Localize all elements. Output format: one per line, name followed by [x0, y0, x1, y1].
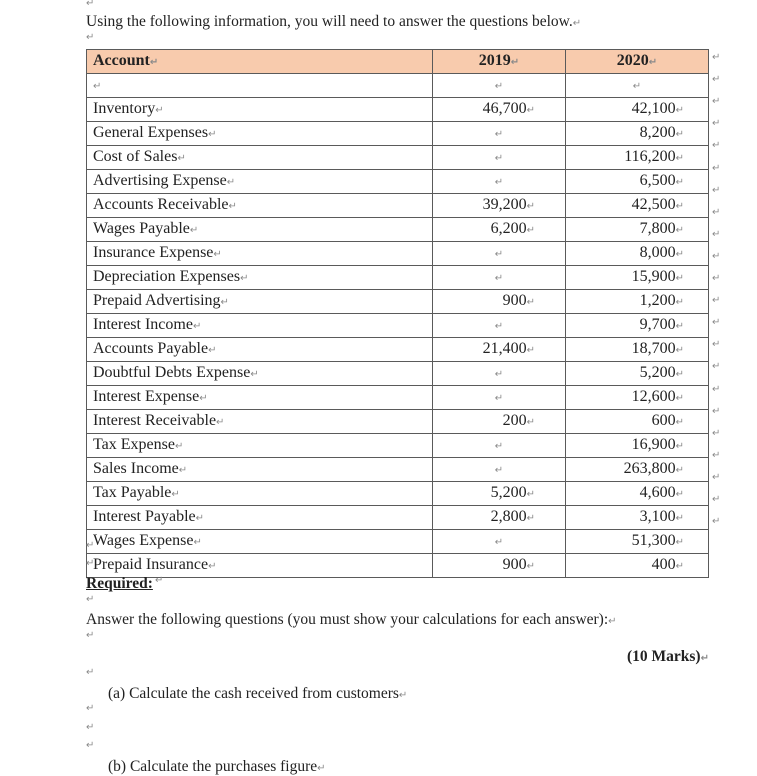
- account-cell: [87, 482, 433, 506]
- value-2020-cell-text: 1,200: [639, 292, 676, 309]
- value-2020-cell-text: 16,900: [631, 436, 676, 453]
- account-cell-text: Prepaid Insurance: [93, 556, 209, 573]
- row-end-mark: ↵: [712, 250, 721, 262]
- account-cell: [87, 218, 433, 242]
- paragraph-mark: ↵: [494, 369, 504, 380]
- value-2020-cell-text: 5,200: [639, 364, 676, 381]
- row-end-mark: ↵: [712, 317, 721, 329]
- paragraph-mark: ↵: [494, 321, 504, 332]
- account-cell: [87, 458, 433, 482]
- paragraph-mark: ↵: [494, 537, 504, 548]
- value-2020-cell: [566, 266, 709, 290]
- paragraph-mark: ↵: [177, 153, 186, 164]
- value-2020-cell: [566, 434, 709, 458]
- spacer-cell: [433, 74, 566, 98]
- account-cell-text: Doubtful Debts Expense: [93, 364, 251, 381]
- header-account: [87, 50, 433, 74]
- value-2019-cell: [433, 98, 566, 122]
- table-row: [87, 386, 709, 410]
- account-cell-text: Accounts Receivable: [93, 196, 229, 213]
- value-2020-cell-text: 400: [651, 556, 676, 573]
- value-2019-cell: [433, 314, 566, 338]
- value-2020-cell: [566, 218, 709, 242]
- value-2020-cell: [566, 146, 709, 170]
- value-2019-cell: [433, 410, 566, 434]
- paragraph-mark: ↵: [675, 561, 684, 572]
- account-cell: [87, 146, 433, 170]
- value-2019-cell: [433, 242, 566, 266]
- paragraph-mark: ↵: [226, 177, 236, 188]
- table-row: [87, 194, 709, 218]
- paragraph-mark: ↵: [86, 0, 95, 9]
- account-cell: [87, 530, 433, 554]
- table-row: [87, 170, 709, 194]
- value-2020-cell-text: 3,100: [639, 508, 676, 525]
- value-2020-cell-text: 15,900: [631, 268, 676, 285]
- header-2019-label: 2019: [478, 52, 511, 69]
- row-end-mark: ↵: [712, 449, 721, 461]
- account-cell: [87, 290, 433, 314]
- paragraph-mark: ↵: [608, 616, 617, 627]
- paragraph-mark: ↵: [675, 489, 684, 500]
- paragraph-mark: ↵: [213, 249, 222, 260]
- value-2020-cell-text: 12,600: [631, 388, 676, 405]
- value-2020-cell: [566, 170, 709, 194]
- value-2019-cell: [433, 530, 566, 554]
- paragraph-mark: ↵: [220, 297, 229, 308]
- paragraph-mark: ↵: [86, 594, 95, 605]
- account-cell: [87, 338, 433, 362]
- intro-text: [86, 13, 581, 31]
- account-cell-text: Wages Expense: [93, 532, 194, 549]
- paragraph-mark: ↵: [171, 489, 180, 500]
- account-cell: [87, 362, 433, 386]
- paragraph-mark: ↵: [398, 690, 408, 701]
- value-2020-cell-text: 116,200: [624, 148, 676, 165]
- value-2019-cell-text: 21,400: [482, 340, 527, 357]
- paragraph-mark: ↵: [675, 225, 684, 236]
- question-a: [108, 685, 407, 703]
- paragraph-mark: ↵: [675, 513, 684, 524]
- accounts-table: [86, 49, 709, 578]
- table-row: [87, 554, 709, 578]
- spacer-cell: [87, 74, 433, 98]
- paragraph-mark: ↵: [155, 105, 164, 116]
- table-row: [87, 482, 709, 506]
- paragraph-mark: ↵: [86, 540, 95, 551]
- value-2019-cell-text: 6,200: [490, 220, 527, 237]
- table-header-row: [87, 50, 709, 74]
- row-end-mark: ↵: [712, 516, 721, 528]
- row-end-mark: ↵: [712, 118, 721, 130]
- value-2019-cell: [433, 122, 566, 146]
- value-2020-cell: [566, 482, 709, 506]
- value-2020-cell: [566, 386, 709, 410]
- paragraph-mark: ↵: [494, 81, 504, 92]
- paragraph-mark: ↵: [526, 417, 535, 428]
- paragraph-mark: ↵: [675, 153, 684, 164]
- row-end-mark: ↵: [712, 52, 721, 63]
- table-row: [87, 362, 709, 386]
- paragraph-mark: ↵: [208, 561, 217, 572]
- table-row: [87, 434, 709, 458]
- value-2020-cell: [566, 530, 709, 554]
- paragraph-mark: ↵: [675, 273, 684, 284]
- account-cell-text: Insurance Expense: [93, 244, 214, 261]
- value-2019-cell: [433, 434, 566, 458]
- paragraph-mark: ↵: [494, 129, 504, 140]
- value-2019-cell: [433, 266, 566, 290]
- paragraph-mark: ↵: [155, 575, 164, 586]
- account-cell: [87, 266, 433, 290]
- paragraph-mark: ↵: [675, 345, 684, 356]
- paragraph-mark: ↵: [494, 153, 504, 164]
- paragraph-mark: ↵: [178, 465, 188, 476]
- paragraph-mark: ↵: [86, 32, 95, 43]
- value-2020-cell-text: 600: [651, 412, 676, 429]
- paragraph-mark: ↵: [510, 57, 520, 68]
- value-2020-cell-text: 9,700: [639, 316, 676, 333]
- value-2019-cell: [433, 458, 566, 482]
- paragraph-mark: ↵: [193, 537, 202, 548]
- paragraph-mark: ↵: [675, 249, 684, 260]
- row-end-mark: ↵: [712, 228, 721, 240]
- paragraph-mark: ↵: [494, 465, 504, 476]
- account-cell: [87, 386, 433, 410]
- value-2020-cell-text: 51,300: [631, 532, 676, 549]
- value-2020-cell-text: 42,500: [631, 196, 676, 213]
- paragraph-mark: ↵: [240, 273, 249, 284]
- row-end-mark: ↵: [712, 96, 721, 108]
- value-2020-cell-text: 7,800: [639, 220, 676, 237]
- value-2020-cell: [566, 98, 709, 122]
- paragraph-mark: ↵: [526, 297, 535, 308]
- paragraph-mark: ↵: [675, 177, 684, 188]
- account-cell: [87, 170, 433, 194]
- header-2020: [566, 50, 709, 74]
- table-row: [87, 530, 709, 554]
- required-label: Required:: [86, 575, 153, 592]
- value-2020-cell: [566, 362, 709, 386]
- value-2020-cell: [566, 554, 709, 578]
- paragraph-mark: ↵: [86, 740, 95, 751]
- question-b-text: (b) Calculate the purchases figure: [108, 758, 318, 775]
- question-a-text: (a) Calculate the cash received from customers: [108, 685, 399, 702]
- account-cell: [87, 506, 433, 530]
- paragraph-mark: ↵: [189, 225, 199, 236]
- account-cell: [87, 242, 433, 266]
- value-2020-cell-text: 42,100: [631, 100, 676, 117]
- account-cell: [87, 122, 433, 146]
- paragraph-mark: ↵: [86, 703, 95, 714]
- paragraph-mark: ↵: [526, 201, 535, 212]
- row-end-mark: ↵: [712, 162, 721, 174]
- paragraph-mark: ↵: [675, 201, 684, 212]
- paragraph-mark: ↵: [675, 321, 684, 332]
- row-end-mark: ↵: [712, 206, 721, 218]
- paragraph-mark: ↵: [675, 465, 684, 476]
- account-cell-text: Prepaid Advertising: [93, 292, 221, 309]
- value-2019-cell-text: 900: [502, 556, 527, 573]
- paragraph-mark: ↵: [648, 57, 658, 68]
- table-row: [87, 458, 709, 482]
- account-cell: [87, 98, 433, 122]
- paragraph-mark: ↵: [675, 537, 684, 548]
- value-2019-cell-text: 200: [502, 412, 527, 429]
- account-cell: [87, 194, 433, 218]
- paragraph-mark: ↵: [494, 441, 504, 452]
- value-2019-cell: [433, 482, 566, 506]
- paragraph-mark: ↵: [228, 201, 237, 212]
- table-row: [87, 410, 709, 434]
- row-end-mark: ↵: [712, 361, 721, 373]
- account-cell-text: Sales Income: [93, 460, 179, 477]
- paragraph-mark: ↵: [494, 393, 504, 404]
- paragraph-mark: ↵: [86, 667, 95, 678]
- value-2020-cell: [566, 290, 709, 314]
- spacer-cell: [566, 74, 709, 98]
- value-2019-cell: [433, 170, 566, 194]
- table-row: [87, 290, 709, 314]
- paragraph-mark: ↵: [675, 105, 684, 116]
- value-2020-cell: [566, 338, 709, 362]
- row-end-mark: ↵: [712, 427, 721, 439]
- value-2019-cell-text: 39,200: [482, 196, 527, 213]
- value-2020-cell-text: 263,800: [623, 460, 676, 477]
- account-cell: [87, 554, 433, 578]
- row-end-mark: ↵: [712, 184, 721, 196]
- paragraph-mark: ↵: [174, 441, 184, 452]
- row-end-mark: ↵: [712, 74, 721, 86]
- value-2020-cell: [566, 242, 709, 266]
- header-2020-label: 2020: [616, 52, 649, 69]
- account-cell-text: Inventory: [93, 100, 156, 117]
- row-end-mark: ↵: [712, 471, 721, 483]
- header-2019: [433, 50, 566, 74]
- required-heading: [86, 575, 153, 593]
- value-2019-cell-text: 46,700: [482, 100, 527, 117]
- table-row: [87, 218, 709, 242]
- instruction-content: Answer the following questions (you must show your calculations for each answer):: [86, 611, 609, 628]
- value-2019-cell: [433, 218, 566, 242]
- paragraph-mark: ↵: [494, 273, 504, 284]
- table-row: [87, 146, 709, 170]
- account-cell-text: Interest Receivable: [93, 412, 217, 429]
- paragraph-mark: ↵: [675, 369, 684, 380]
- value-2020-cell: [566, 314, 709, 338]
- paragraph-mark: ↵: [675, 297, 684, 308]
- paragraph-mark: ↵: [700, 653, 709, 664]
- paragraph-mark: ↵: [572, 18, 582, 29]
- value-2019-cell: [433, 386, 566, 410]
- paragraph-mark: ↵: [526, 105, 535, 116]
- table-row: [87, 98, 709, 122]
- instruction-text: [86, 611, 617, 629]
- table-row: [87, 122, 709, 146]
- paragraph-mark: ↵: [526, 561, 535, 572]
- account-cell-text: Tax Payable: [93, 484, 172, 501]
- paragraph-mark: ↵: [675, 417, 684, 428]
- paragraph-mark: ↵: [199, 393, 208, 404]
- paragraph-mark: ↵: [675, 129, 684, 140]
- value-2020-cell: [566, 194, 709, 218]
- account-cell-text: Interest Payable: [93, 508, 196, 525]
- paragraph-mark: ↵: [675, 393, 684, 404]
- row-end-mark: ↵: [712, 140, 721, 152]
- table-row: [87, 266, 709, 290]
- account-cell-text: Interest Income: [93, 316, 193, 333]
- account-cell-text: Interest Expense: [93, 388, 200, 405]
- account-cell-text: Accounts Payable: [93, 340, 209, 357]
- value-2019-cell: [433, 338, 566, 362]
- row-end-mark: ↵: [712, 405, 721, 417]
- header-account-label: Account: [93, 52, 150, 69]
- value-2020-cell: [566, 506, 709, 530]
- account-cell-text: Wages Payable: [93, 220, 190, 237]
- value-2019-cell: [433, 362, 566, 386]
- paragraph-mark: ↵: [208, 345, 217, 356]
- paragraph-mark: ↵: [526, 345, 535, 356]
- value-2020-cell-text: 6,500: [639, 172, 676, 189]
- value-2019-cell: [433, 506, 566, 530]
- paragraph-mark: ↵: [494, 249, 504, 260]
- paragraph-mark: ↵: [208, 129, 217, 140]
- value-2020-cell-text: 8,000: [639, 244, 676, 261]
- paragraph-mark: ↵: [526, 225, 535, 236]
- value-2019-cell: [433, 194, 566, 218]
- paragraph-mark: ↵: [192, 321, 202, 332]
- paragraph-mark: ↵: [86, 558, 95, 569]
- paragraph-mark: ↵: [86, 722, 95, 733]
- paragraph-mark: ↵: [86, 630, 95, 641]
- value-2020-cell: [566, 410, 709, 434]
- row-end-mark: ↵: [712, 295, 721, 307]
- value-2020-cell: [566, 458, 709, 482]
- account-cell: [87, 314, 433, 338]
- table-row: [87, 338, 709, 362]
- table-spacer-row: [87, 74, 709, 98]
- value-2020-cell-text: 8,200: [639, 124, 676, 141]
- intro-text-content: Using the following information, you will need to answer the questions below.: [86, 13, 573, 30]
- account-cell: [87, 410, 433, 434]
- account-cell-text: Cost of Sales: [93, 148, 178, 165]
- value-2019-cell: [433, 554, 566, 578]
- account-cell-text: Tax Expense: [93, 436, 175, 453]
- paragraph-mark: ↵: [675, 441, 684, 452]
- paragraph-mark: ↵: [526, 513, 535, 524]
- value-2019-cell-text: 2,800: [490, 508, 527, 525]
- account-cell: [87, 434, 433, 458]
- paragraph-mark: ↵: [149, 57, 159, 68]
- paragraph-mark: ↵: [632, 81, 642, 92]
- row-end-mark: ↵: [712, 273, 721, 284]
- marks-label: [627, 648, 709, 666]
- account-cell-text: Depreciation Expenses: [93, 268, 241, 285]
- question-b: [108, 758, 326, 776]
- account-cell-text: Advertising Expense: [93, 172, 227, 189]
- value-2020-cell-text: 4,600: [639, 484, 676, 501]
- table-row: [87, 242, 709, 266]
- value-2019-cell: [433, 290, 566, 314]
- table-row: [87, 506, 709, 530]
- value-2019-cell: [433, 146, 566, 170]
- paragraph-mark: ↵: [250, 369, 259, 380]
- paragraph-mark: ↵: [317, 763, 326, 774]
- paragraph-mark: ↵: [526, 489, 535, 500]
- value-2020-cell: [566, 122, 709, 146]
- table-row: [87, 314, 709, 338]
- paragraph-mark: ↵: [494, 177, 504, 188]
- paragraph-mark: ↵: [195, 513, 205, 524]
- row-end-mark: ↵: [712, 494, 721, 505]
- paragraph-mark: ↵: [216, 417, 225, 428]
- row-end-mark: ↵: [712, 339, 721, 351]
- account-cell-text: General Expenses: [93, 124, 209, 141]
- row-end-mark: ↵: [712, 383, 721, 395]
- marks-text: (10 Marks): [626, 648, 701, 665]
- value-2019-cell-text: 900: [502, 292, 527, 309]
- value-2020-cell-text: 18,700: [631, 340, 676, 357]
- paragraph-mark: ↵: [93, 81, 102, 92]
- value-2019-cell-text: 5,200: [490, 484, 527, 501]
